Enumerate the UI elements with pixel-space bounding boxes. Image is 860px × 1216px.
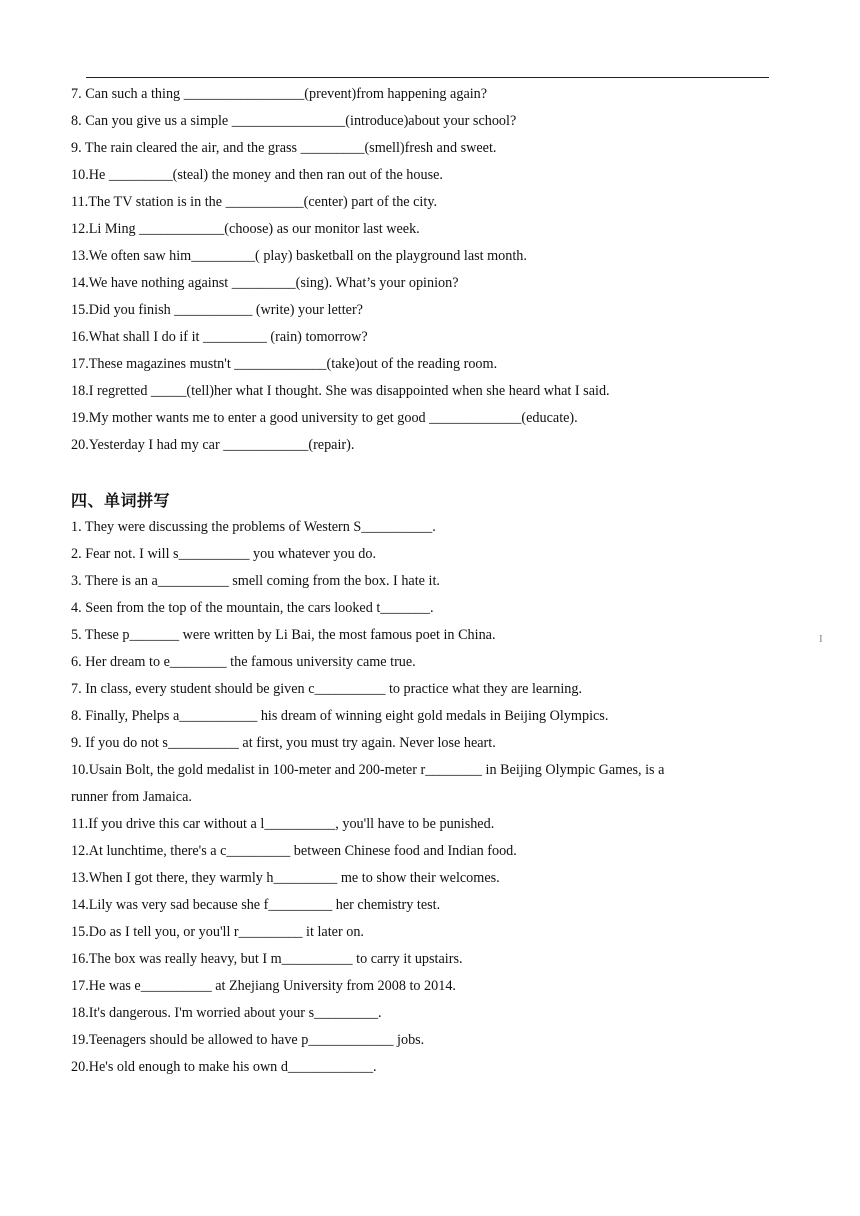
list-item: 16.The box was really heavy, but I m__________ to carry it upstairs.	[71, 951, 463, 967]
list-item: 4. Seen from the top of the mountain, the cars looked t_______.	[71, 600, 434, 616]
list-item: 19.My mother wants me to enter a good university to get good _____________(educate).	[71, 410, 578, 426]
list-item: 9. If you do not s__________ at first, you must try again. Never lose heart.	[71, 735, 496, 751]
list-item: 18.I regretted _____(tell)her what I thought. She was disappointed when she heard what I said.	[71, 383, 610, 399]
list-item: 6. Her dream to e________ the famous university came true.	[71, 654, 416, 670]
list-item: 11.The TV station is in the ___________(center) part of the city.	[71, 194, 438, 210]
list-item: 7. Can such a thing _________________(prevent)from happening again?	[71, 86, 488, 102]
list-item: 15.Do as I tell you, or you'll r_________ it later on.	[71, 924, 364, 940]
list-item: 8. Can you give us a simple ________________(introduce)about your school?	[71, 113, 517, 129]
list-item: 7. In class, every student should be given c__________ to practice what they are learning.	[71, 681, 582, 697]
list-item: 12.At lunchtime, there's a c_________ between Chinese food and Indian food.	[71, 843, 517, 859]
list-item: 12.Li Ming ____________(choose) as our monitor last week.	[71, 221, 420, 237]
margin-mark: I	[819, 633, 823, 645]
list-item: 1. They were discussing the problems of Western S__________.	[71, 519, 436, 535]
list-item: 17.These magazines mustn't _____________(take)out of the reading room.	[71, 356, 498, 372]
list-item: 3. There is an a__________ smell coming from the box. I hate it.	[71, 573, 440, 589]
list-item: 14.We have nothing against _________(sing). What’s your opinion?	[71, 275, 459, 291]
list-item: 10.He _________(steal) the money and then ran out of the house.	[71, 167, 443, 183]
list-item: 8. Finally, Phelps a___________ his dream of winning eight gold medals in Beijing Olympics.	[71, 708, 609, 724]
list-item: 13.When I got there, they warmly h_________ me to show their welcomes.	[71, 870, 500, 886]
list-item: 20.Yesterday I had my car ____________(repair).	[71, 437, 355, 453]
list-item: 14.Lily was very sad because she f_________ her chemistry test.	[71, 897, 441, 913]
list-item: 18.It's dangerous. I'm worried about your s_________.	[71, 1005, 382, 1021]
section-heading: 四、单词拼写	[71, 491, 171, 510]
list-item: 16.What shall I do if it _________ (rain) tomorrow?	[71, 329, 368, 345]
list-item: 13.We often saw him_________( play) basketball on the playground last month.	[71, 248, 527, 264]
list-item: 10.Usain Bolt, the gold medalist in 100-meter and 200-meter r________ in Beijing Olympic Games, is a	[71, 762, 665, 778]
list-item: 11.If you drive this car without a l__________, you'll have to be punished.	[71, 816, 495, 832]
list-item-continuation: runner from Jamaica.	[71, 789, 192, 805]
list-item: 17.He was e__________ at Zhejiang University from 2008 to 2014.	[71, 978, 456, 994]
list-item: 19.Teenagers should be allowed to have p____________ jobs.	[71, 1032, 425, 1048]
list-item: 9. The rain cleared the air, and the grass _________(smell)fresh and sweet.	[71, 140, 497, 156]
list-item: 2. Fear not. I will s__________ you whatever you do.	[71, 546, 376, 562]
header-rule	[86, 77, 769, 78]
list-item: 15.Did you finish ___________ (write) your letter?	[71, 302, 363, 318]
list-item: 20.He's old enough to make his own d____________.	[71, 1059, 377, 1075]
list-item: 5. These p_______ were written by Li Bai, the most famous poet in China.	[71, 627, 496, 643]
